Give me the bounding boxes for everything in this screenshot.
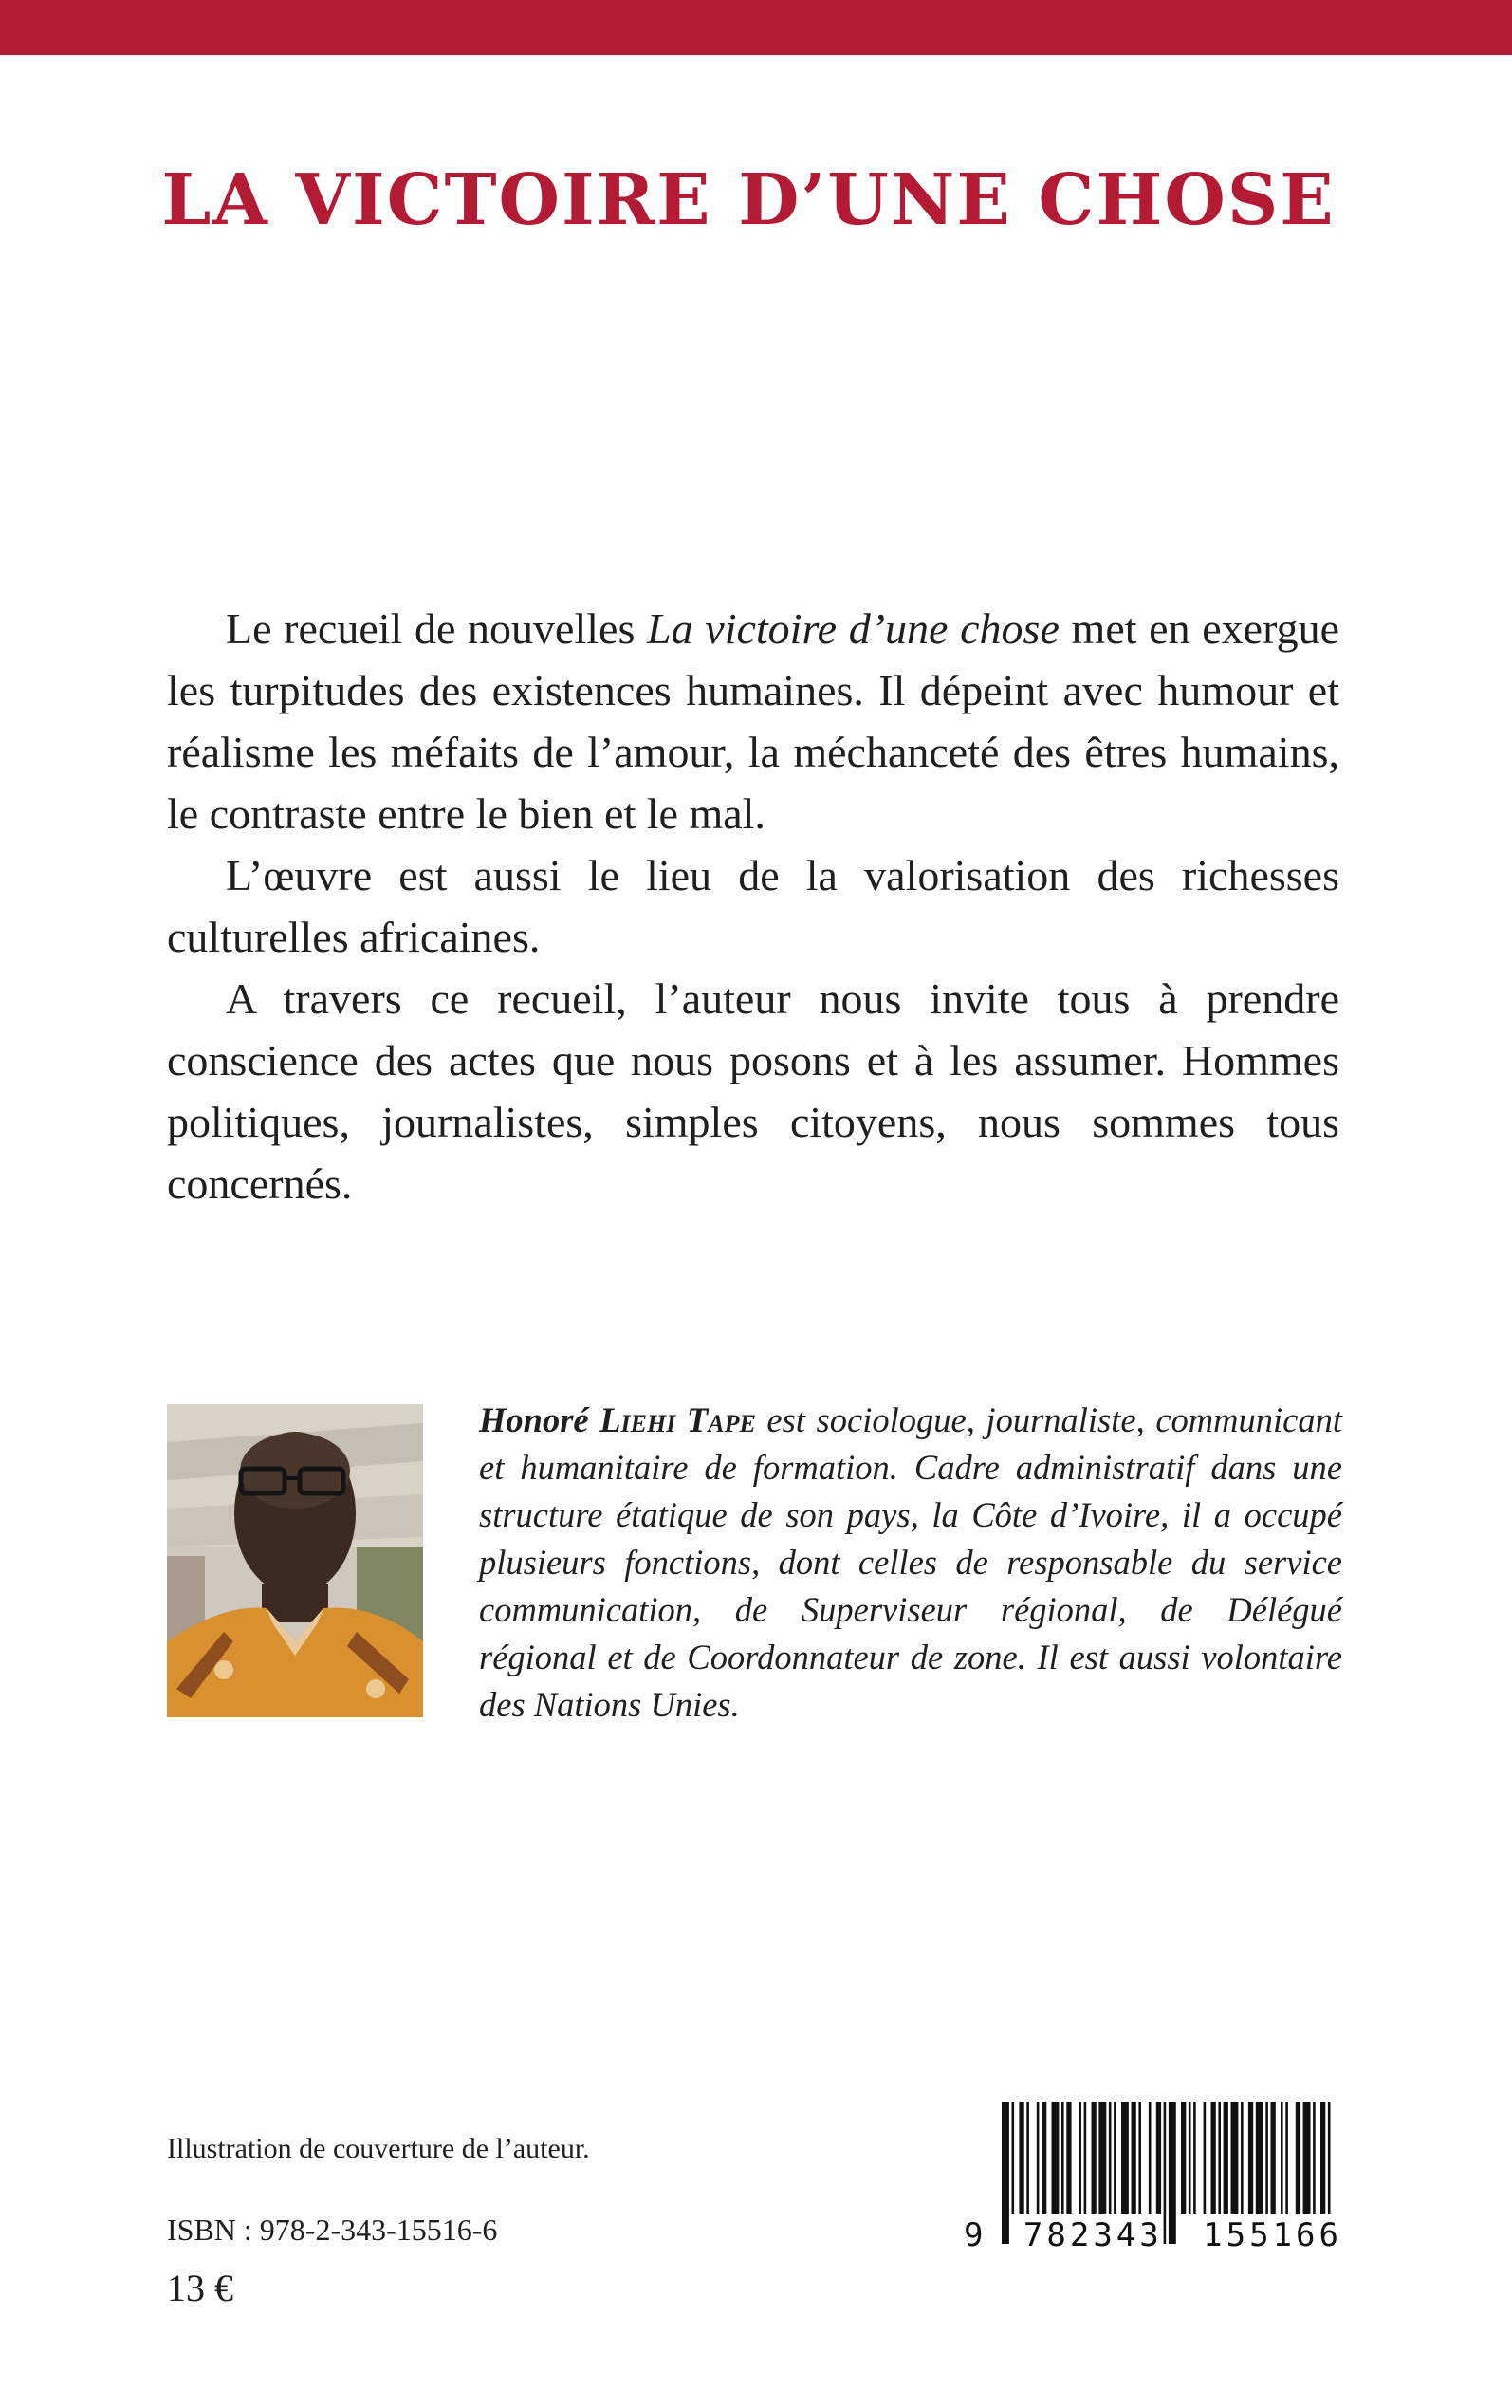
author-bio-text: est sociologue, journaliste, communicant et humanitaire de formation. Cadre administratif dans une structure étatique de son pays, la Côte d’Ivoire, il a occupé plusieurs fonctions, dont celles de responsable du service communication, de Superviseur régional, de Délégué régional et de Coordonnateur de zone. Il est aussi volontaire des Nations Unies. xyxy=(479,1400,1342,1724)
barcode-bar xyxy=(1211,2102,1216,2214)
barcode-bar xyxy=(1066,2102,1071,2214)
barcode-bar xyxy=(1271,2102,1276,2214)
book-title-inline: La victoire d’une chose xyxy=(647,604,1060,653)
barcode-bar xyxy=(1037,2102,1040,2214)
barcode-bar xyxy=(1109,2102,1112,2214)
barcode-bar xyxy=(1265,2102,1268,2214)
barcode-bar xyxy=(1285,2102,1288,2214)
barcode-bar xyxy=(1114,2102,1116,2214)
book-title: LA VICTOIRE D’UNE CHOSE xyxy=(161,159,1336,241)
isbn: ISBN : 978-2-343-15516-6 xyxy=(167,2213,498,2247)
barcode-bar xyxy=(1256,2102,1263,2214)
barcode-digits xyxy=(964,2216,1342,2254)
barcode-bar xyxy=(1079,2102,1081,2214)
blurb-text: Le recueil de nouvelles xyxy=(226,604,648,653)
isbn-barcode xyxy=(968,2102,1342,2301)
barcode-bar xyxy=(1204,2102,1207,2214)
barcode-bar xyxy=(1189,2102,1191,2214)
price: 13 € xyxy=(167,2267,233,2309)
barcode-bar xyxy=(1012,2102,1015,2214)
barcode-bar xyxy=(1218,2102,1221,2214)
barcode-bar xyxy=(1052,2102,1060,2214)
barcode-bar xyxy=(1121,2102,1129,2214)
top-color-band xyxy=(0,0,1512,55)
author-last-name: Liehi Tape xyxy=(599,1400,756,1439)
barcode-first-digit: 9 xyxy=(964,2216,984,2254)
barcode-bar xyxy=(1193,2102,1196,2214)
barcode-bar xyxy=(1303,2102,1311,2214)
barcode-bar xyxy=(1042,2102,1046,2214)
blurb-paragraph-2: L’œuvre est aussi le lieu de la valorisation des richesses culturelles africaines. xyxy=(167,851,1339,961)
author-bio xyxy=(479,1397,1342,1729)
author-photo xyxy=(167,1404,423,1717)
barcode-bar xyxy=(1320,2102,1325,2214)
author-first-name: Honoré xyxy=(479,1400,589,1439)
barcode-bar xyxy=(1328,2102,1331,2214)
blurb-paragraph-3: A travers ce recueil, l’auteur nous invite tous à prendre conscience des actes que nous posons et à les assumer. Hommes politiques, journalistes, simples citoyens, nous sommes tous concernés. xyxy=(167,974,1339,1208)
barcode-bar xyxy=(1149,2102,1152,2214)
barcode-bar xyxy=(1313,2102,1316,2214)
barcode-bar xyxy=(1296,2102,1300,2214)
barcode-group-2: 155166 xyxy=(1203,2216,1342,2254)
barcode-bar xyxy=(1181,2102,1186,2214)
barcode-bar xyxy=(1061,2102,1064,2214)
barcode-bar xyxy=(1138,2102,1141,2214)
blurb-text: met en exergue les turpitudes des existences humaines. Il dépeint avec humour et réalisme les méfaits de l’amour, la méchanceté des êtres humains, le contraste entre le bien et le mal. xyxy=(167,604,1340,838)
barcode-group-1: 782343 xyxy=(1023,2216,1163,2254)
barcode-bar xyxy=(1084,2102,1087,2214)
barcode-bar xyxy=(1026,2102,1029,2214)
barcode-bar xyxy=(1132,2102,1136,2214)
barcode-bar xyxy=(1231,2102,1239,2214)
barcode-bar xyxy=(1098,2102,1106,2214)
cover-illustration-credit: Illustration de couverture de l’auteur. xyxy=(167,2133,590,2164)
barcode-bar xyxy=(1019,2102,1023,2214)
barcode-bar xyxy=(1248,2102,1253,2214)
barcode-bar xyxy=(1224,2102,1228,2214)
barcode-bar xyxy=(1241,2102,1244,2214)
barcode-bar xyxy=(1092,2102,1097,2214)
back-cover-blurb xyxy=(167,598,1339,1214)
barcode-bar xyxy=(1156,2102,1161,2214)
barcode-bar xyxy=(1281,2102,1283,2214)
blurb-paragraph-1 xyxy=(167,598,1339,844)
